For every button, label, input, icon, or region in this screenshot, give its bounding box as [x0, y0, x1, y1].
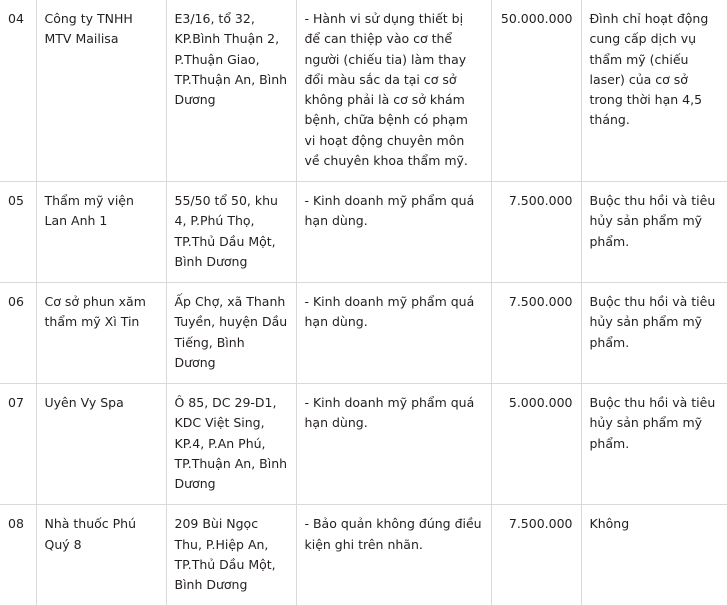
entity-name: Uyên Vy Spa — [36, 384, 166, 505]
entity-name: Công ty TNHH MTV Mailisa — [36, 0, 166, 182]
extra-measure: Buộc thu hồi và tiêu hủy sản phẩm mỹ phẩm. — [581, 384, 727, 505]
entity-address: 55/50 tổ 50, khu 4, P.Phú Thọ, TP.Thủ Dầu Một, Bình Dương — [166, 182, 296, 283]
row-number: 06 — [0, 283, 36, 384]
entity-address: Ô 85, DC 29-D1, KDC Việt Sing, KP.4, P.An Phú, TP.Thuận An, Bình Dương — [166, 384, 296, 505]
fine-amount: 5.000.000 — [491, 384, 581, 505]
row-number: 07 — [0, 384, 36, 505]
extra-measure: Buộc thu hồi và tiêu hủy sản phẩm mỹ phẩm. — [581, 182, 727, 283]
fine-amount: 7.500.000 — [491, 505, 581, 606]
entity-name: Cơ sở phun xăm thẩm mỹ Xì Tin — [36, 283, 166, 384]
table-row — [0, 505, 727, 606]
fine-amount: 7.500.000 — [491, 182, 581, 283]
entity-address: Ấp Chợ, xã Thanh Tuyền, huyện Dầu Tiếng, Bình Dương — [166, 283, 296, 384]
violation-text: - Bảo quản không đúng điều kiện ghi trên nhãn. — [296, 505, 491, 606]
entity-address: E3/16, tổ 32, KP.Bình Thuận 2, P.Thuận Giao, TP.Thuận An, Bình Dương — [166, 0, 296, 182]
table-row — [0, 283, 727, 384]
fine-amount: 50.000.000 — [491, 0, 581, 182]
row-number: 05 — [0, 182, 36, 283]
row-number: 08 — [0, 505, 36, 606]
entity-name: Thẩm mỹ viện Lan Anh 1 — [36, 182, 166, 283]
entity-name: Nhà thuốc Phú Quý 8 — [36, 505, 166, 606]
entity-address: 209 Bùi Ngọc Thu, P.Hiệp An, TP.Thủ Dầu Một, Bình Dương — [166, 505, 296, 606]
fine-amount: 7.500.000 — [491, 283, 581, 384]
violation-text: - Hành vi sử dụng thiết bị để can thiệp vào cơ thể người (chiếu tia) làm thay đổi màu sắc da tại cơ sở không phải là cơ sở khám bệnh, chữa bệnh có phạm vi hoạt động chuyên môn về chuyên khoa thẩm mỹ. — [296, 0, 491, 182]
table-row — [0, 182, 727, 283]
extra-measure: Đình chỉ hoạt động cung cấp dịch vụ thẩm mỹ (chiếu laser) của cơ sở trong thời hạn 4,5 tháng. — [581, 0, 727, 182]
row-number: 04 — [0, 0, 36, 182]
table-row — [0, 0, 727, 182]
extra-measure: Không — [581, 505, 727, 606]
violation-text: - Kinh doanh mỹ phẩm quá hạn dùng. — [296, 384, 491, 505]
table-row — [0, 384, 727, 505]
violation-text: - Kinh doanh mỹ phẩm quá hạn dùng. — [296, 182, 491, 283]
extra-measure: Buộc thu hồi và tiêu hủy sản phẩm mỹ phẩm. — [581, 283, 727, 384]
violation-text: - Kinh doanh mỹ phẩm quá hạn dùng. — [296, 283, 491, 384]
